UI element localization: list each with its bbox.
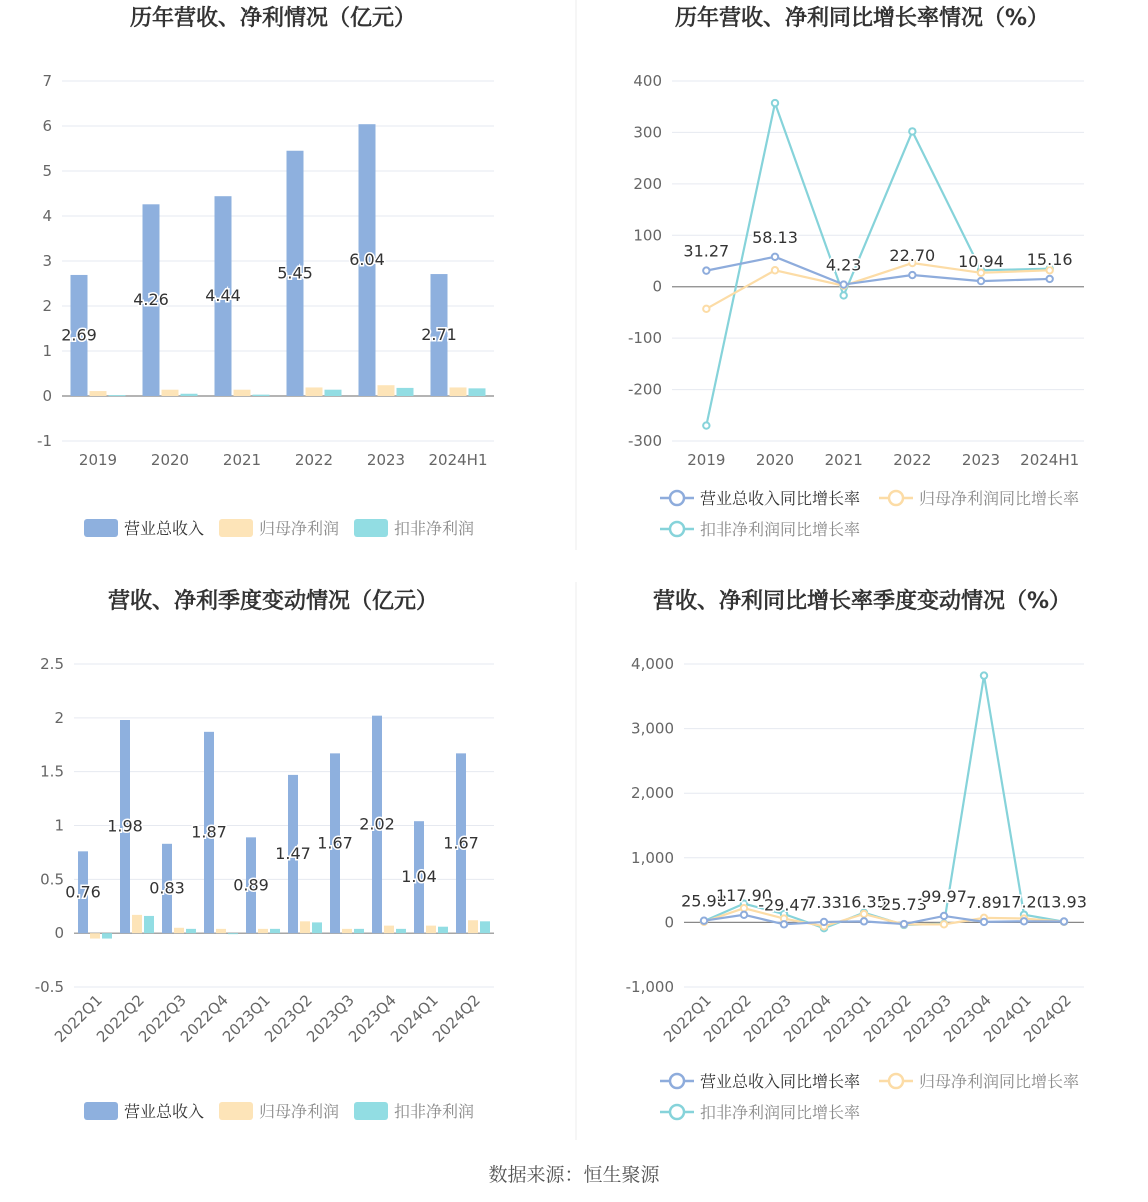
bar-net-profit [258,929,268,933]
data-label: 2.02 [359,814,395,834]
data-label: 2.71 [421,325,457,345]
chart-title: 历年营收、净利同比增长率情况（%） [674,6,1050,31]
data-label: 17.20 [1001,892,1047,912]
bar-deducted-profit [480,921,490,933]
data-point [772,254,778,260]
x-tick-label: 2022Q1 [660,991,715,1046]
x-tick-label: 2024Q1 [387,991,442,1046]
data-point [901,921,907,927]
y-tick-label: 2 [42,297,52,315]
x-tick-label: 2022 [294,451,334,469]
bar-deducted-profit [438,927,448,933]
legend [84,1102,474,1121]
data-label: 1.87 [191,822,227,842]
bar-net-profit [174,928,184,933]
y-tick-label: 1 [42,342,52,360]
data-point [909,272,915,278]
data-label: 0.89 [233,875,269,895]
x-tick-label: 2023Q2 [860,991,915,1046]
y-tick-label: 0 [664,913,674,932]
data-point [861,918,867,924]
legend-label: 归母净利润 [259,1102,340,1121]
data-point [741,905,747,911]
legend-label: 归母净利润同比增长率 [919,1072,1080,1091]
chart-2 [628,5,1084,539]
y-tick-label: 5 [42,162,52,180]
y-tick-label: 0 [42,387,52,405]
data-point [909,128,915,134]
data-point [840,281,846,287]
legend-label: 归母净利润 [259,519,340,538]
x-tick-label: 2024Q1 [980,991,1035,1046]
y-tick-label: 1 [54,816,64,835]
legend [660,1072,1079,1122]
bar-deducted-profit [397,388,414,396]
data-label: 1.67 [443,833,479,853]
y-tick-label: 3,000 [631,719,674,738]
chart-title: 营收、净利季度变动情况（亿元） [107,589,439,614]
legend-label: 扣非净利润 [394,519,475,538]
x-tick-label: 2023Q4 [345,991,400,1046]
data-point [781,921,787,927]
legend [660,489,1079,539]
x-tick-label: 2023Q1 [820,991,875,1046]
y-tick-label: 7 [42,72,52,90]
bar-deducted-profit [396,929,406,933]
x-tick-label: 2022Q4 [780,991,835,1046]
bar-net-profit [132,915,142,933]
x-tick-label: 2021 [824,451,863,469]
y-tick-label: 1,000 [631,848,674,867]
y-tick-label: -0.5 [34,978,64,996]
data-label: 15.16 [1026,249,1073,269]
data-point [821,919,827,925]
x-tick-label: 2019 [78,451,118,469]
data-point [703,306,709,312]
data-point [1061,918,1067,924]
data-label: 1.47 [275,844,311,864]
chart-4 [626,588,1087,1122]
bar-deducted-profit [253,395,270,396]
bar-net-profit [300,921,310,933]
bar-deducted-profit [109,395,126,396]
data-label: 1.98 [107,816,143,836]
data-point [772,100,778,106]
legend-swatch[interactable] [354,1102,388,1120]
data-label: 7.89 [966,892,1002,912]
y-tick-label: -200 [627,380,662,399]
y-tick-label: 400 [633,72,662,90]
x-tick-label: 2022Q4 [177,991,232,1046]
chart-title: 历年营收、净利情况（亿元） [129,6,417,31]
legend-swatch[interactable] [354,519,388,537]
x-tick-label: 2022Q2 [700,991,755,1046]
x-tick-label: 2023Q3 [900,991,955,1046]
x-tick-label: 2022Q3 [740,991,795,1046]
data-label: 4.23 [825,255,862,275]
y-tick-label: 100 [633,226,662,245]
data-label: 117.90 [716,885,772,905]
data-point [941,913,947,919]
bar-deducted-profit [354,929,364,933]
data-label: 1.67 [317,833,353,853]
data-point [1046,276,1052,282]
y-tick-label: 4 [42,207,52,225]
legend-marker[interactable] [670,491,684,505]
data-point [840,292,846,298]
legend-label: 营业总收入同比增长率 [700,489,861,508]
y-tick-label: -1 [37,432,52,450]
bar-net-profit [234,390,251,396]
data-point [741,912,747,918]
x-tick-label: 2022Q3 [135,991,190,1046]
x-tick-label: 2023Q1 [219,991,274,1046]
x-tick-label: 2020 [755,451,795,469]
y-tick-label: 0 [54,924,64,943]
data-point [772,267,778,273]
x-tick-label: 2023 [961,451,1001,469]
data-label: 0.76 [65,882,101,902]
x-tick-label: 2022 [893,451,932,469]
data-label: -29.47 [758,895,810,915]
bar-deducted-profit [102,933,112,938]
data-point [981,919,987,925]
x-tick-label: 2024Q2 [1020,991,1075,1046]
legend-label: 营业总收入 [124,519,205,538]
legend [84,519,474,538]
y-tick-label: 2,000 [631,784,674,803]
data-label: 13.93 [1041,892,1087,912]
data-label: 4.44 [205,286,241,306]
legend-label: 营业总收入同比增长率 [700,1072,861,1091]
bar-deducted-profit [325,390,342,396]
data-label: 25.98 [681,891,727,911]
x-tick-label: 2021 [222,451,262,469]
data-point [941,921,947,927]
data-label: 2.69 [61,325,97,345]
legend-swatch[interactable] [219,519,253,537]
y-tick-label: 3 [42,252,52,270]
y-tick-label: 300 [633,123,662,142]
data-label: 7.33 [806,892,842,912]
legend-label: 归母净利润同比增长率 [919,489,1080,508]
data-point [978,278,984,284]
bar-net-profit [378,385,395,396]
bar-deducted-profit [186,929,196,933]
x-tick-label: 2022Q2 [93,991,148,1046]
legend-marker[interactable] [670,1074,684,1088]
x-tick-label: 2023Q4 [940,991,995,1046]
legend-label: 扣非净利润同比增长率 [700,1103,861,1122]
data-label: 1.04 [401,867,437,887]
x-tick-label: 2022Q1 [51,991,106,1046]
legend-label: 营业总收入 [124,1102,205,1121]
bar-net-profit [342,929,352,933]
data-point [703,267,709,273]
legend-marker[interactable] [889,1074,903,1088]
y-tick-label: 6 [42,117,52,135]
chart-1 [37,5,494,538]
bar-net-profit [450,387,467,396]
bar-net-profit [216,929,226,933]
data-point [981,672,987,678]
bar-net-profit [384,926,394,934]
x-tick-label: 2020 [150,451,190,469]
bar-deducted-profit [469,388,486,396]
bar-net-profit [162,390,179,396]
chart-title: 营收、净利同比增长率季度变动情况（%） [652,589,1072,614]
legend-swatch[interactable] [219,1102,253,1120]
bar-deducted-profit [312,922,322,933]
data-label: 4.26 [133,290,169,310]
y-tick-label: 2 [54,708,64,727]
legend-swatch[interactable] [84,1102,118,1120]
data-label: 58.13 [752,227,798,247]
bar-deducted-profit [270,929,280,933]
data-label: 31.27 [683,241,730,261]
x-tick-label: 2023Q2 [261,991,316,1046]
legend-marker[interactable] [670,522,684,536]
data-point [861,911,867,917]
x-tick-label: 2023 [366,451,406,469]
y-tick-label: 200 [633,174,662,193]
bar-net-profit [306,387,323,396]
x-tick-label: 2024H1 [1020,451,1080,469]
legend-label: 扣非净利润 [394,1102,475,1121]
data-label: 0.83 [149,878,185,898]
y-tick-label: 2.5 [40,655,64,673]
x-tick-label: 2024Q2 [429,991,484,1046]
bar-deducted-profit [144,916,154,933]
data-label: 22.70 [889,246,936,266]
legend-marker[interactable] [670,1105,684,1119]
y-tick-label: 4,000 [631,655,674,673]
x-tick-label: 2019 [687,451,726,469]
x-tick-label: 2024H1 [428,451,488,469]
y-tick-label: 1.5 [40,762,64,781]
data-point [1021,918,1027,924]
y-tick-label: 0.5 [40,870,64,889]
data-label: 10.94 [958,252,1004,272]
y-tick-label: -300 [627,432,662,450]
bar-net-profit [90,391,107,396]
data-label: 99.97 [921,886,967,906]
data-point [701,918,707,924]
chart-3 [35,588,494,1121]
legend-swatch[interactable] [84,519,118,537]
y-tick-label: 0 [652,277,662,296]
data-label: 5.45 [277,263,313,283]
bar-deducted-profit [228,933,238,934]
data-label: 16.35 [841,892,887,912]
data-label: 6.04 [349,250,385,270]
data-point [703,422,709,428]
legend-label: 扣非净利润同比增长率 [700,520,861,539]
y-tick-label: -1,000 [625,978,674,996]
bar-net-profit [468,920,478,933]
data-label: 25.73 [881,895,927,915]
bar-net-profit [426,926,436,934]
bar-net-profit [90,933,100,938]
data-source-footer: 数据来源：恒生聚源 [488,1164,660,1186]
x-tick-label: 2023Q3 [303,991,358,1046]
y-tick-label: -100 [627,329,662,348]
bar-deducted-profit [181,394,198,396]
legend-marker[interactable] [889,491,903,505]
